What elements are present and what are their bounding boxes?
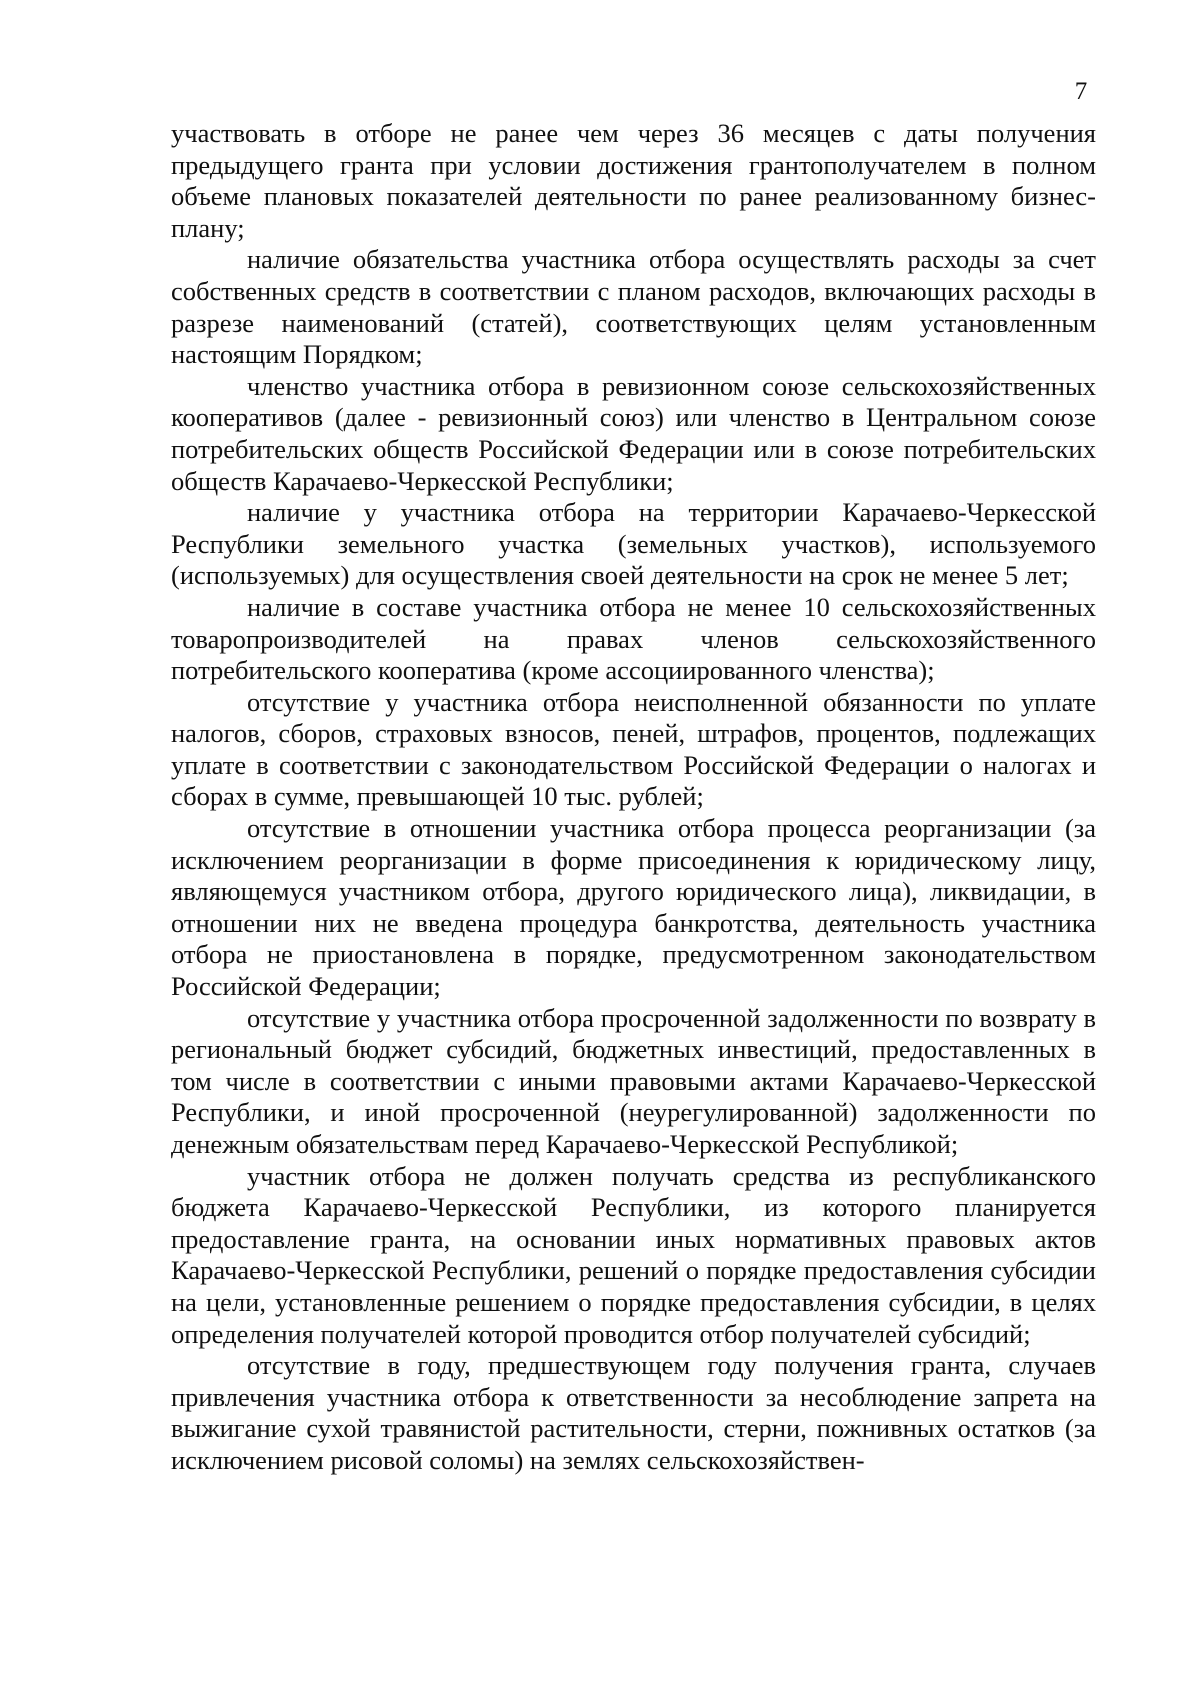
paragraph-3: членство участника отбора в ревизионном союзе сельскохозяйственных кооперативов (далее - ревизионный союз) или членство в Центральном союзе потребительских обществ Российской Федерации или в союзе потребительских обществ Карачаево-Черкесской Республики; (171, 370, 1096, 496)
paragraph-2: наличие обязательства участника отбора осуществлять расходы за счет собственных средств в соответствии с планом расходов, включающих расходы в разрезе наименований (статей), соответствующих целям установленным настоящим Порядком; (171, 244, 1096, 370)
paragraph-9: участник отбора не должен получать средства из республиканского бюджета Карачаево-Черкесской Республики, из которого планируется предоставление гранта, на основании иных нормативных правовых актов Карачаево-Черкесской Республики, решений о порядке предоставления субсидии на цели, установленные решением о порядке предоставления субсидии, в целях определения получателей которой проводится отбор получателей субсидий; (171, 1160, 1096, 1349)
paragraph-4: наличие у участника отбора на территории Карачаево-Черкесской Республики земельного участка (земельных участков), используемого (используемых) для осуществления своей деятельности на срок не менее 5 лет; (171, 497, 1096, 591)
paragraph-5: наличие в составе участника отбора не менее 10 сельскохозяйственных товаропроизводителей на правах членов сельскохозяйственного потребительского кооператива (кроме ассоциированного членства); (171, 591, 1096, 686)
document-body (171, 118, 1096, 1477)
paragraph-1: участвовать в отборе не ранее чем через 36 месяцев с даты получения предыдущего гранта при условии достижения грантополучателем в полном объеме плановых показателей деятельности по ранее реализованному бизнес-плану; (171, 118, 1096, 243)
paragraph-6: отсутствие у участника отбора неисполненной обязанности по уплате налогов, сборов, страховых взносов, пеней, штрафов, процентов, подлежащих уплате в соответствии с законодательством Российской Федерации о налогах и сборах в сумме, превышающей 10 тыс. рублей; (171, 686, 1096, 812)
paragraph-8: отсутствие у участника отбора просроченной задолженности по возврату в региональный бюджет субсидий, бюджетных инвестиций, предоставленных в том числе в соответствии с иными правовыми актами Карачаево-Черкесской Республики, и иной просроченной (неурегулированной) задолженности по денежным обязательствам перед Карачаево-Черкесской Республикой; (171, 1002, 1096, 1159)
page-number: 7 (1074, 78, 1088, 105)
paragraph-10: отсутствие в году, предшествующем году получения гранта, случаев привлечения участника отбора к ответственности за несоблюдение запрета на выжигание сухой травянистой растительности, стерни, пожнивных остатков (за исключением рисовой соломы) на землях сельскохозяйствен- (171, 1350, 1096, 1475)
paragraph-7: отсутствие в отношении участника отбора процесса реорганизации (за исключением реорганизации в форме присоединения к юридическому лицу, являющемуся участником отбора, другого юридического лица), ликвидации, в отношении них не введена процедура банкротства, деятельность участника отбора не приостановлена в порядке, предусмотренном законодательством Российской Федерации; (171, 813, 1096, 1002)
